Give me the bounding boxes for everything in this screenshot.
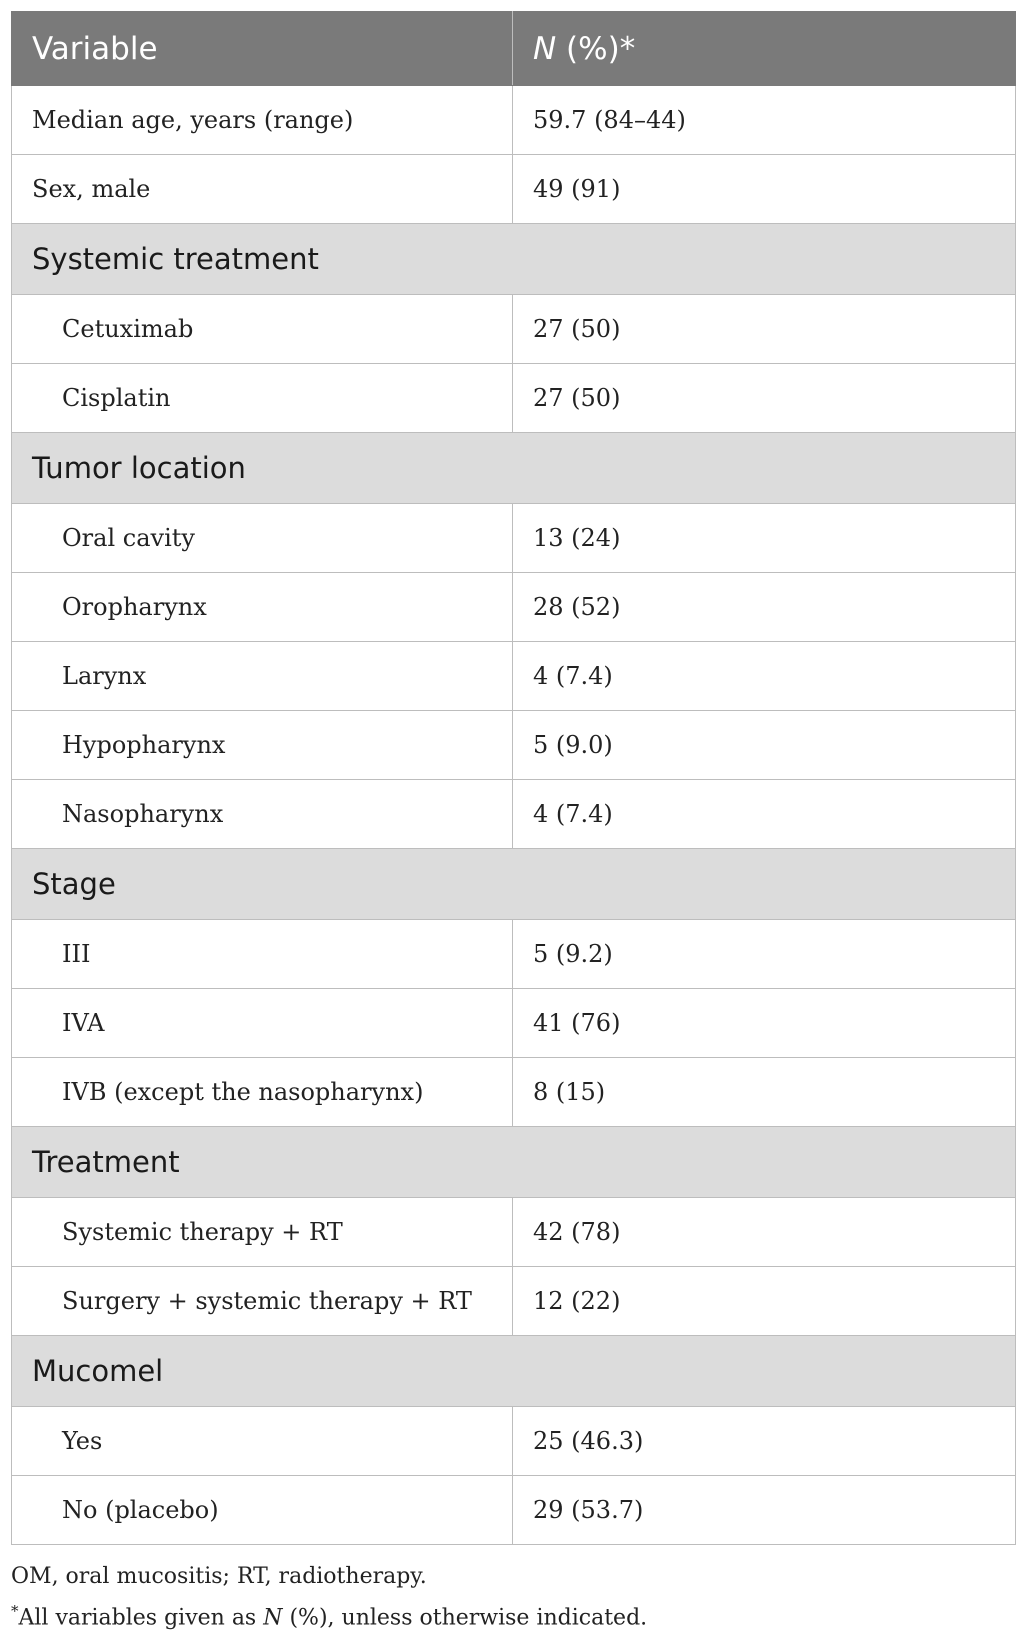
row-label: Cisplatin <box>12 364 513 433</box>
footnote-note: *All variables given as N (%), unless otherwise indicated. <box>11 1602 648 1631</box>
row-value: 41 (76) <box>513 989 1016 1058</box>
section-label: Mucomel <box>12 1336 1016 1407</box>
row-value: 29 (53.7) <box>513 1476 1016 1545</box>
table-row <box>12 1267 1016 1336</box>
table-document <box>11 11 1015 1635</box>
section-header-row <box>12 849 1016 920</box>
row-label: IVA <box>12 989 513 1058</box>
table-row <box>12 86 1016 155</box>
row-value: 13 (24) <box>513 504 1016 573</box>
row-label: Sex, male <box>12 155 513 224</box>
row-value: 49 (91) <box>513 155 1016 224</box>
section-header-row <box>12 1127 1016 1198</box>
header-n-percent <box>513 12 1016 86</box>
section-label: Treatment <box>12 1127 1016 1198</box>
table-row <box>12 920 1016 989</box>
table-row <box>12 1058 1016 1127</box>
table-row <box>12 1407 1016 1476</box>
table-row <box>12 573 1016 642</box>
row-label: IVB (except the nasopharynx) <box>12 1058 513 1127</box>
row-label: Hypopharynx <box>12 711 513 780</box>
row-value: 28 (52) <box>513 573 1016 642</box>
row-value: 4 (7.4) <box>513 642 1016 711</box>
row-label: Cetuximab <box>12 295 513 364</box>
row-label: Oral cavity <box>12 504 513 573</box>
row-label: III <box>12 920 513 989</box>
row-value: 5 (9.0) <box>513 711 1016 780</box>
row-value: 25 (46.3) <box>513 1407 1016 1476</box>
row-value: 4 (7.4) <box>513 780 1016 849</box>
row-label: No (placebo) <box>12 1476 513 1545</box>
section-header-row <box>12 224 1016 295</box>
table-row <box>12 155 1016 224</box>
footnote-abbreviations: OM, oral mucositis; RT, radiotherapy. <box>11 1564 427 1589</box>
row-label: Oropharynx <box>12 573 513 642</box>
table-row <box>12 295 1016 364</box>
table-row <box>12 711 1016 780</box>
row-label: Nasopharynx <box>12 780 513 849</box>
table-row <box>12 1476 1016 1545</box>
table-row <box>12 504 1016 573</box>
row-label: Yes <box>12 1407 513 1476</box>
header-percent-label: (%)* <box>556 30 636 67</box>
row-value: 5 (9.2) <box>513 920 1016 989</box>
row-value: 59.7 (84–44) <box>513 86 1016 155</box>
header-variable: Variable <box>12 12 513 86</box>
section-header-row <box>12 433 1016 504</box>
row-label: Median age, years (range) <box>12 86 513 155</box>
row-value: 12 (22) <box>513 1267 1016 1336</box>
table-header-row <box>12 12 1016 86</box>
row-value: 27 (50) <box>513 364 1016 433</box>
table-row <box>12 780 1016 849</box>
section-label: Stage <box>12 849 1016 920</box>
row-value: 42 (78) <box>513 1198 1016 1267</box>
table-row <box>12 642 1016 711</box>
table-body <box>12 86 1016 1545</box>
row-value: 8 (15) <box>513 1058 1016 1127</box>
footnote-marker: * <box>11 1602 19 1620</box>
table-row <box>12 1198 1016 1267</box>
patient-characteristics-table <box>11 11 1016 1545</box>
table-row <box>12 364 1016 433</box>
header-n-symbol: N <box>533 30 557 67</box>
row-label: Surgery + systemic therapy + RT <box>12 1267 513 1336</box>
table-footnotes <box>11 1559 1015 1635</box>
section-header-row <box>12 1336 1016 1407</box>
row-label: Larynx <box>12 642 513 711</box>
row-value: 27 (50) <box>513 295 1016 364</box>
section-label: Tumor location <box>12 433 1016 504</box>
row-label: Systemic therapy + RT <box>12 1198 513 1267</box>
section-label: Systemic treatment <box>12 224 1016 295</box>
table-row <box>12 989 1016 1058</box>
